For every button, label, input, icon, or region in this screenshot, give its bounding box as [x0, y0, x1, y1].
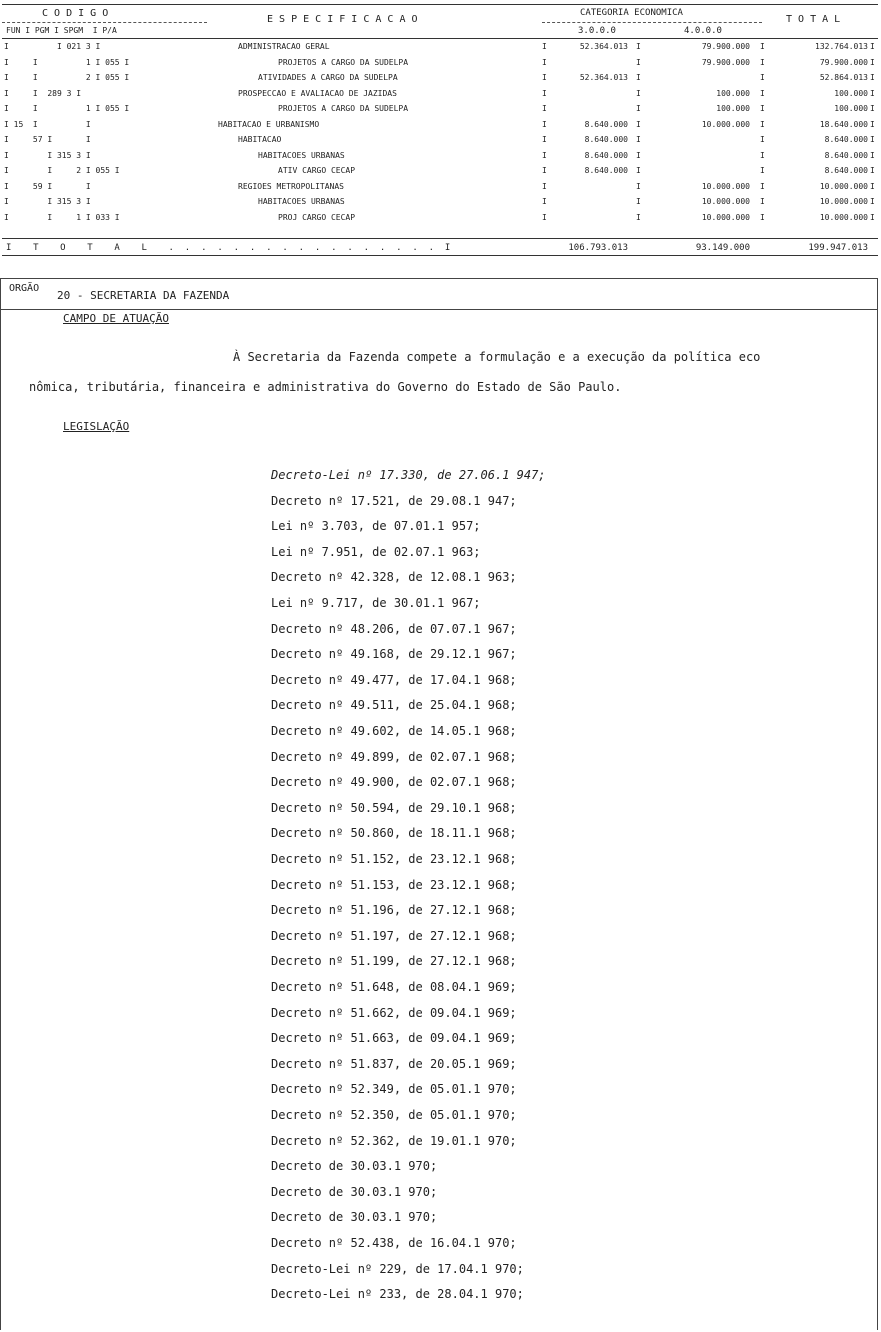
row-spec: PROSPECCAO E AVALIACAO DE JAZIDAS — [238, 88, 397, 98]
row-total: 18.640.000 — [819, 119, 868, 129]
column-separator: I — [760, 197, 765, 206]
column-separator: I — [542, 42, 547, 51]
orgao-value: 20 - SECRETARIA DA FAZENDA — [57, 289, 230, 302]
row-code: I 57 I I — [4, 135, 91, 144]
row-total: 100.000 — [834, 104, 868, 113]
row-v1: 8.640.000 — [584, 135, 628, 144]
column-separator: I — [870, 119, 875, 129]
row-code: I I 289 3 I — [4, 88, 82, 98]
codigo-sub-rule — [2, 22, 207, 23]
row-total: 52.864.013 — [819, 73, 868, 82]
legislacao-item: Decreto nº 49.168, de 29.12.1 967; — [271, 647, 517, 662]
row-code: I I 021 3 I — [4, 42, 101, 51]
legislacao-item: Decreto nº 52.349, de 05.01.1 970; — [271, 1082, 517, 1097]
total-v2: 93.149.000 — [695, 243, 750, 253]
campo-line-2: nômica, tributária, financeira e administrativa do Governo do Estado de São Paulo. — [29, 380, 622, 394]
column-separator: I — [542, 73, 547, 82]
legislacao-item: Lei nº 9.717, de 30.01.1 967; — [271, 596, 481, 610]
row-total: 8.640.000 — [824, 135, 868, 144]
column-separator: I — [636, 57, 641, 67]
row-spec: REGIOES METROPOLITANAS — [238, 181, 344, 191]
row-v1: 8.640.000 — [584, 166, 628, 175]
header-cat1: 3.0.0.0 — [578, 26, 616, 36]
table-top-rule — [2, 4, 878, 5]
row-v2: 79.900.000 — [701, 42, 750, 51]
column-separator: I — [760, 104, 765, 113]
legislacao-item: Decreto nº 52.362, de 19.01.1 970; — [271, 1133, 517, 1148]
row-spec: ATIVIDADES A CARGO DA SUDELPA — [258, 73, 398, 82]
column-separator: I — [542, 181, 547, 191]
column-separator: I — [870, 104, 875, 113]
row-code: I I 1 I 033 I — [4, 212, 120, 222]
column-separator: I — [760, 150, 765, 160]
column-separator: I — [542, 119, 547, 129]
column-separator: I — [636, 73, 641, 82]
column-separator: I — [636, 197, 641, 206]
header-categoria: CATEGORIA ECONOMICA — [580, 8, 683, 18]
orgao-section — [0, 278, 878, 1330]
legislacao-item: Decreto nº 49.477, de 17.04.1 968; — [271, 672, 517, 687]
header-subcodes: FUN I PGM I SPGM I P/A — [6, 26, 117, 35]
row-spec: HABITACOES URBANAS — [258, 150, 345, 160]
row-code: I 59 I I — [4, 181, 91, 191]
column-separator: I — [760, 135, 765, 144]
legislacao-item: Decreto nº 51.837, de 20.05.1 969; — [271, 1056, 517, 1071]
column-separator: I — [636, 212, 641, 222]
row-v1: 52.364.013 — [579, 73, 628, 82]
row-total: 8.640.000 — [824, 166, 868, 175]
row-code: I I 315 3 I — [4, 150, 91, 160]
legislacao-item: Decreto nº 51.153, de 23.12.1 968; — [271, 877, 517, 892]
row-v1: 8.640.000 — [584, 150, 628, 160]
row-spec: PROJ CARGO CECAP — [278, 212, 356, 222]
column-separator: I — [542, 197, 547, 206]
column-separator: I — [870, 150, 875, 160]
column-separator: I — [542, 57, 547, 67]
column-separator: I — [636, 166, 641, 175]
row-total: 8.640.000 — [824, 150, 868, 160]
row-v2: 10.000.000 — [701, 181, 750, 191]
column-separator: I — [870, 181, 875, 191]
row-total: 10.000.000 — [819, 197, 868, 206]
column-separator: I — [760, 119, 765, 129]
legislacao-item: Decreto nº 49.899, de 02.07.1 968; — [271, 749, 517, 764]
column-separator: I — [870, 135, 875, 144]
column-separator: I — [760, 88, 765, 98]
column-separator: I — [542, 150, 547, 160]
orgao-label: ORGÃO — [9, 283, 40, 294]
column-separator: I — [870, 57, 875, 67]
row-code: I I 315 3 I — [4, 197, 91, 206]
row-v2: 79.900.000 — [701, 57, 750, 67]
column-separator: I — [542, 104, 547, 113]
total-top-rule — [2, 238, 878, 239]
column-separator: I — [760, 166, 765, 175]
orgao-header — [1, 278, 877, 310]
legislacao-item: Decreto de 30.03.1 970; — [271, 1184, 438, 1199]
header-codigo: C O D I G O — [42, 8, 109, 19]
row-v1: 8.640.000 — [584, 119, 628, 129]
campo-line-1: À Secretaria da Fazenda compete a formulação e a execução da política eco — [233, 350, 761, 364]
legislacao-item: Decreto-Lei nº 17.330, de 27.06.1 947; — [271, 468, 546, 482]
header-especificacao: E S P E C I F I C A C A O — [267, 14, 418, 25]
legislacao-item: Decreto nº 49.602, de 14.05.1 968; — [271, 724, 517, 738]
row-v2: 10.000.000 — [701, 197, 750, 206]
header-bottom-rule — [2, 38, 878, 39]
column-separator: I — [760, 181, 765, 191]
row-v1: 52.364.013 — [579, 42, 628, 51]
column-separator: I — [636, 150, 641, 160]
row-total: 10.000.000 — [819, 181, 868, 191]
legislacao-item: Decreto de 30.03.1 970; — [271, 1159, 438, 1174]
row-spec: HABITACOES URBANAS — [258, 197, 345, 206]
row-v2: 10.000.000 — [701, 212, 750, 222]
legislacao-item: Decreto nº 51.197, de 27.12.1 968; — [271, 928, 517, 943]
column-separator: I — [636, 104, 641, 113]
row-spec: PROJETOS A CARGO DA SUDELPA — [278, 57, 409, 67]
row-spec: ATIV CARGO CECAP — [278, 166, 356, 175]
row-total: 100.000 — [834, 88, 868, 98]
legislacao-item: Decreto-Lei nº 229, de 17.04.1 970; — [271, 1261, 524, 1276]
legislacao-item: Decreto nº 51.648, de 08.04.1 969; — [271, 980, 517, 994]
legislacao-item: Decreto nº 52.438, de 16.04.1 970; — [271, 1236, 517, 1250]
column-separator: I — [760, 73, 765, 82]
legislacao-item: Decreto nº 51.196, de 27.12.1 968; — [271, 903, 517, 918]
total-v1: 106.793.013 — [568, 243, 628, 253]
row-total: 79.900.000 — [819, 57, 868, 67]
column-separator: I — [870, 197, 875, 206]
legislacao-item: Decreto nº 49.511, de 25.04.1 968; — [271, 698, 517, 713]
row-code: I I 2 I 055 I — [4, 73, 130, 82]
column-separator: I — [636, 88, 641, 98]
row-v2: 100.000 — [716, 104, 750, 113]
column-separator: I — [870, 42, 875, 51]
row-code: I 15 I I — [4, 119, 91, 129]
legislacao-item: Decreto-Lei nº 233, de 28.04.1 970; — [271, 1287, 524, 1302]
header-cat2: 4.0.0.0 — [684, 26, 722, 36]
column-separator: I — [636, 42, 641, 51]
column-separator: I — [542, 166, 547, 175]
row-spec: ADMINISTRACAO GERAL — [238, 42, 330, 51]
row-spec: HABITACAO — [238, 135, 282, 144]
legislacao-item: Decreto nº 51.662, de 09.04.1 969; — [271, 1005, 517, 1020]
column-separator: I — [636, 181, 641, 191]
legislacao-item: Decreto nº 42.328, de 12.08.1 963; — [271, 570, 517, 585]
row-total: 132.764.013 — [815, 42, 868, 51]
total-label: I T O T A L . . . . . . . . . . . . . . . . . I — [6, 243, 451, 253]
row-code: I I 1 I 055 I — [4, 104, 130, 113]
column-separator: I — [636, 135, 641, 144]
column-separator: I — [760, 212, 765, 222]
budget-table — [2, 2, 878, 257]
legislacao-item: Decreto nº 52.350, de 05.01.1 970; — [271, 1108, 517, 1122]
header-total: T O T A L — [786, 14, 841, 25]
row-code: I I 1 I 055 I — [4, 57, 130, 67]
legislacao-item: Decreto nº 17.521, de 29.08.1 947; — [271, 493, 517, 508]
column-separator: I — [870, 73, 875, 82]
categoria-sub-rule — [542, 22, 762, 23]
campo-title: CAMPO DE ATUAÇÃO — [63, 312, 169, 325]
legislacao-item: Lei nº 7.951, de 02.07.1 963; — [271, 544, 481, 559]
legislacao-item: Decreto nº 51.152, de 23.12.1 968; — [271, 852, 517, 866]
row-spec: PROJETOS A CARGO DA SUDELPA — [278, 104, 409, 113]
column-separator: I — [542, 212, 547, 222]
legislacao-item: Decreto nº 49.900, de 02.07.1 968; — [271, 775, 517, 790]
column-separator: I — [760, 42, 765, 51]
total-grand: 199.947.013 — [808, 243, 868, 253]
row-v2: 100.000 — [716, 88, 750, 98]
column-separator: I — [760, 57, 765, 67]
column-separator: I — [870, 166, 875, 175]
column-separator: I — [870, 88, 875, 98]
column-separator: I — [870, 212, 875, 222]
row-v2: 10.000.000 — [701, 119, 750, 129]
legislacao-item: Decreto nº 50.860, de 18.11.1 968; — [271, 826, 517, 841]
row-total: 10.000.000 — [819, 212, 868, 222]
column-separator: I — [542, 88, 547, 98]
total-bottom-rule — [2, 255, 878, 256]
legislacao-item: Decreto nº 51.199, de 27.12.1 968; — [271, 954, 517, 969]
row-code: I I 2 I 055 I — [4, 166, 120, 175]
legislacao-title: LEGISLAÇÃO — [63, 420, 130, 433]
legislacao-item: Decreto nº 48.206, de 07.07.1 967; — [271, 621, 517, 636]
legislacao-item: Decreto nº 51.663, de 09.04.1 969; — [271, 1031, 517, 1046]
column-separator: I — [636, 119, 641, 129]
row-spec: HABITACAO E URBANISMO — [218, 119, 320, 129]
legislacao-item: Decreto de 30.03.1 970; — [271, 1210, 438, 1225]
legislacao-item: Lei nº 3.703, de 07.01.1 957; — [271, 519, 481, 534]
legislacao-item: Decreto nº 50.594, de 29.10.1 968; — [271, 800, 517, 815]
column-separator: I — [542, 135, 547, 144]
